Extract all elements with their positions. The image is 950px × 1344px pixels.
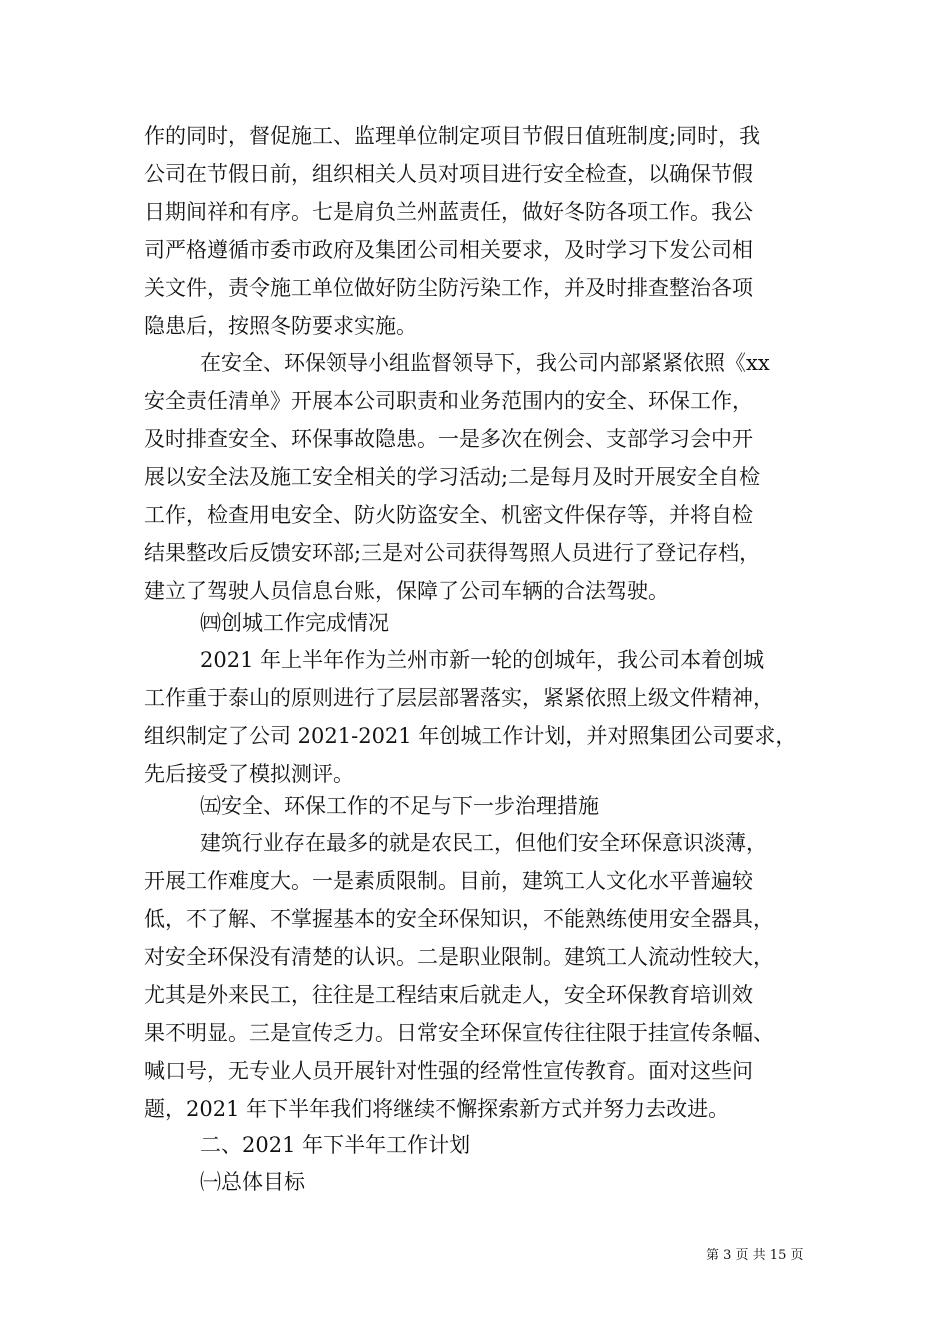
- text-line: 隐患后，按照冬防要求实施。: [144, 314, 417, 338]
- text-line: 安全责任清单》开展本公司职责和业务范围内的安全、环保工作，: [144, 389, 753, 413]
- text-line: 低，不了解、不掌握基本的安全环保知识，不能熟练使用安全器具，: [144, 907, 774, 931]
- text-line: 公司在节假日前，组织相关人员对项目进行安全检查，以确保节假: [144, 162, 753, 186]
- text-line: 2021 年上半年作为兰州市新一轮的创城年，我公司本着创城: [200, 648, 765, 672]
- text-line: 日期间祥和有序。七是肩负兰州蓝责任，做好冬防各项工作。我公: [144, 200, 753, 224]
- text-line: 组织制定了公司 2021-2021 年创城工作计划，并对照集团公司要求，: [144, 724, 797, 748]
- section-heading: ㈤安全、环保工作的不足与下一步治理措施: [200, 794, 599, 818]
- text-line: 果不明显。三是宣传乏力。日常安全环保宣传往往限于挂宣传条幅、: [144, 1021, 774, 1045]
- text-line: 结果整改后反馈安环部;三是对公司获得驾照人员进行了登记存档，: [144, 541, 761, 565]
- text-line: 先后接受了模拟测评。: [144, 762, 354, 786]
- section-heading: ㈠总体目标: [200, 1170, 305, 1194]
- text-line: 喊口号，无专业人员开展针对性强的经常性宣传教育。面对这些问: [144, 1059, 753, 1083]
- text-line: 尤其是外来民工，往往是工程结束后就走人，安全环保教育培训效: [144, 983, 753, 1007]
- text-line: 建立了驾驶人员信息台账，保障了公司车辆的合法驾驶。: [144, 579, 669, 603]
- text-line: 建筑行业存在最多的就是农民工，但他们安全环保意识淡薄，: [200, 831, 767, 855]
- text-line: 关文件，责令施工单位做好防尘防污染工作，并及时排查整治各项: [144, 276, 753, 300]
- text-line: 工作，检查用电安全、防火防盗安全、机密文件保存等，并将自检: [144, 503, 753, 527]
- text-line: 在安全、环保领导小组监督领导下，我公司内部紧紧依照《xx: [200, 351, 770, 375]
- page-number: 第 3 页 共 15 页: [706, 1248, 804, 1263]
- text-line: 对安全环保没有清楚的认识。二是职业限制。建筑工人流动性较大，: [144, 945, 774, 969]
- text-line: 司严格遵循市委市政府及集团公司相关要求，及时学习下发公司相: [144, 238, 753, 262]
- text-line: 工作重于泰山的原则进行了层层部署落实，紧紧依照上级文件精神，: [144, 686, 774, 710]
- text-line: 展以安全法及施工安全相关的学习活动;二是每月及时开展安全自检: [144, 465, 761, 489]
- section-heading: ㈣创城工作完成情况: [200, 611, 389, 635]
- text-line: 题，2021 年下半年我们将继续不懈探索新方式并努力去改进。: [144, 1097, 730, 1121]
- text-line: 及时排查安全、环保事故隐患。一是多次在例会、支部学习会中开: [144, 427, 753, 451]
- section-heading: 二、2021 年下半年工作计划: [200, 1133, 471, 1157]
- text-line: 开展工作难度大。一是素质限制。目前，建筑工人文化水平普遍较: [144, 869, 753, 893]
- text-line: 作的同时，督促施工、监理单位制定项目节假日值班制度;同时，我: [144, 124, 761, 148]
